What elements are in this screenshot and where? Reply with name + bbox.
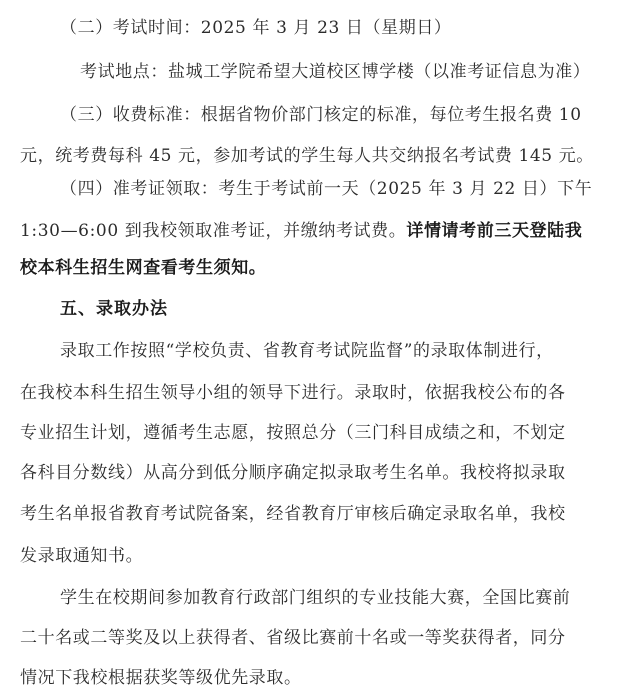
admission-paragraph-1-line: 在我校本科生招生领导小组的领导下进行。录取时，依据我校公布的各	[20, 383, 566, 403]
admission-paragraph-2-line: 二十名或二等奖及以上获得者、省级比赛前十名或一等奖获得者，同分	[20, 628, 566, 648]
admission-paragraph-1-line: 专业招生计划，遵循考生志愿，按照总分（三门科目成绩之和，不划定	[20, 423, 566, 443]
admission-ticket-line-2-text: 1:30—6:00 到我校领取准考证，并缴纳考试费。	[20, 221, 407, 241]
admission-paragraph-1-line: 发录取通知书。	[20, 546, 144, 566]
exam-time-line: （二）考试时间：2025 年 3 月 23 日（星期日）	[60, 18, 452, 38]
admission-paragraph-1-line: 录取工作按照“学校负责、省教育考试院监督”的录取体制进行，	[60, 341, 554, 361]
fee-line-1: （三）收费标准：根据省物价部门核定的标准，每位考生报名费 10	[60, 105, 582, 125]
section-heading: 五、录取办法	[60, 299, 168, 319]
admission-paragraph-1-line: 考生名单报省教育考试院备案，经省教育厅审核后确定录取名单，我校	[20, 504, 566, 524]
admission-paragraph-2-line: 学生在校期间参加教育行政部门组织的专业技能大赛，全国比赛前	[60, 588, 571, 608]
admission-ticket-line-2	[20, 220, 582, 242]
admission-ticket-line-3: 校本科生招生网查看考生须知。	[20, 258, 267, 278]
admission-paragraph-1-line: 各科目分数线）从高分到低分顺序确定拟录取考生名单。我校将拟录取	[20, 463, 566, 483]
admission-ticket-line-1: （四）准考证领取：考生于考试前一天（2025 年 3 月 22 日）下午	[60, 179, 593, 199]
fee-line-2: 元，统考费每科 45 元，参加考试的学生每人共交纳报名考试费 145 元。	[20, 146, 594, 166]
exam-location-line: 考试地点：盐城工学院希望大道校区博学楼（以准考证信息为准）	[80, 62, 591, 82]
admission-paragraph-2-line: 情况下我校根据获奖等级优先录取。	[20, 668, 302, 688]
admission-ticket-notice-bold: 详情请考前三天登陆我	[406, 221, 583, 241]
